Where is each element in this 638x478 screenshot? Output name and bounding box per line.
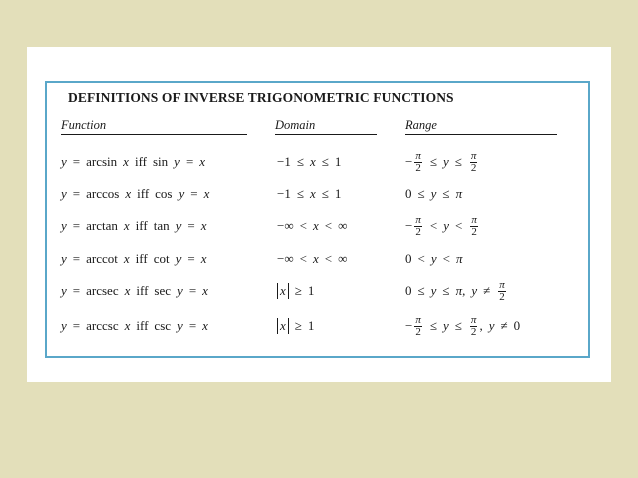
row-range: − $\frac{\pi}{2}$ < y < $\frac{\pi}{2}$ [405, 213, 477, 238]
definition-row [47, 147, 588, 177]
definition-row [47, 276, 588, 306]
definition-row [47, 179, 588, 209]
row-domain: −∞ < x < ∞ [277, 251, 348, 266]
header-range: Range [405, 118, 557, 135]
row-domain: −∞ < x < ∞ [277, 218, 348, 233]
slide [27, 47, 611, 382]
row-function: y = arccos x iff cos y = x [61, 186, 210, 201]
row-domain: −1 ≤ x ≤ 1 [277, 186, 342, 201]
table-title: DEFINITIONS OF INVERSE TRIGONOMETRIC FUNCTIONS [68, 90, 454, 105]
definition-row [47, 244, 588, 274]
row-function: y = arccot x iff cot y = x [61, 251, 207, 266]
row-function: y = arctan x iff tan y = x [61, 218, 207, 233]
definition-row [47, 211, 588, 241]
row-function: y = arccsc x iff csc y = x [61, 318, 208, 333]
header-function: Function [61, 118, 247, 135]
row-function: y = arcsec x iff sec y = x [61, 283, 208, 298]
row-range: 0 ≤ y ≤ π , y ≠ $\frac{\pi}{2}$ [405, 278, 505, 303]
row-domain: x ≥ 1 [277, 276, 314, 306]
row-range: 0 < y < π [405, 251, 463, 266]
definitions-box [45, 81, 590, 358]
header-domain: Domain [275, 118, 377, 135]
definition-row [47, 311, 588, 341]
row-range: − $\frac{\pi}{2}$ ≤ y ≤ $\frac{\pi}{2}$ , y ≠ 0 [405, 313, 521, 338]
row-domain: −1 ≤ x ≤ 1 [277, 154, 342, 169]
row-function: y = arcsin x iff sin y = x [61, 154, 206, 169]
row-domain: x ≥ 1 [277, 311, 314, 341]
row-range: − $\frac{\pi}{2}$ ≤ y ≤ $\frac{\pi}{2}$ [405, 149, 477, 174]
row-range: 0 ≤ y ≤ π [405, 186, 463, 201]
